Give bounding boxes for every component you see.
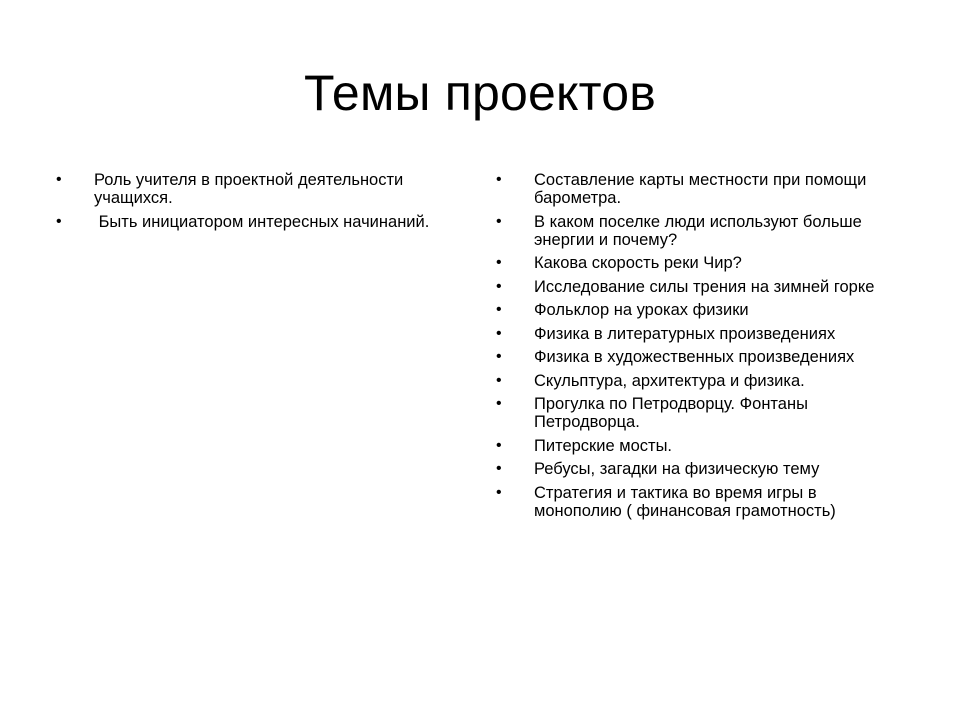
right-list-item <box>496 171 906 207</box>
bullet-icon: • <box>496 436 502 454</box>
right-list-item <box>496 460 906 478</box>
bullet-icon: • <box>496 371 502 389</box>
bullet-icon: • <box>56 171 62 188</box>
slide-title: Темы проектов <box>304 65 656 121</box>
list-item-text: Физика в литературных произведениях <box>534 324 836 343</box>
bullet-icon: • <box>496 324 502 342</box>
list-item-text: Фольклор на уроках физики <box>534 301 749 319</box>
bullet-icon: • <box>496 348 502 365</box>
right-list-item <box>496 301 906 319</box>
left-list-item <box>56 171 456 207</box>
list-item-text: Стратегия и тактика во время игры в монополию ( финансовая грамотность) <box>534 483 836 520</box>
right-list-item <box>496 484 906 520</box>
right-bullet-list <box>496 171 906 525</box>
bullet-icon: • <box>496 171 502 188</box>
list-item-text: Прогулка по Петродворцу. Фонтаны Петродворца. <box>534 395 808 431</box>
left-list-item <box>56 213 456 231</box>
bullet-icon: • <box>496 460 502 477</box>
right-list-item <box>496 437 906 455</box>
list-item-text: Скульптура, архитектура и физика. <box>534 371 805 390</box>
list-item-text: В каком поселке люди используют больше энергии и почему? <box>534 212 862 249</box>
right-list-item <box>496 213 906 249</box>
list-item-text: Исследование силы трения на зимней горке <box>534 277 875 296</box>
right-list-item <box>496 325 906 343</box>
bullet-icon: • <box>496 277 502 295</box>
bullet-icon: • <box>496 254 502 271</box>
bullet-icon: • <box>496 212 502 230</box>
bullet-icon: • <box>496 301 502 318</box>
right-list-item <box>496 348 906 366</box>
right-list-item <box>496 372 906 390</box>
list-item-text: Роль учителя в проектной деятельности учащихся. <box>94 171 408 207</box>
right-list-item <box>496 395 906 431</box>
right-list-item <box>496 254 906 272</box>
right-list-item <box>496 278 906 296</box>
list-item-text: Быть инициатором интересных начинаний. <box>94 213 430 231</box>
list-item-text: Составление карты местности при помощи барометра. <box>534 171 867 207</box>
list-item-text: Ребусы, загадки на физическую тему <box>534 460 820 478</box>
bullet-icon: • <box>56 213 62 230</box>
bullet-icon: • <box>496 395 502 412</box>
list-item-text: Физика в художественных произведениях <box>534 348 855 366</box>
left-bullet-list <box>56 171 456 237</box>
list-item-text: Какова скорость реки Чир? <box>534 254 742 272</box>
bullet-icon: • <box>496 483 502 501</box>
list-item-text: Питерские мосты. <box>534 436 673 455</box>
